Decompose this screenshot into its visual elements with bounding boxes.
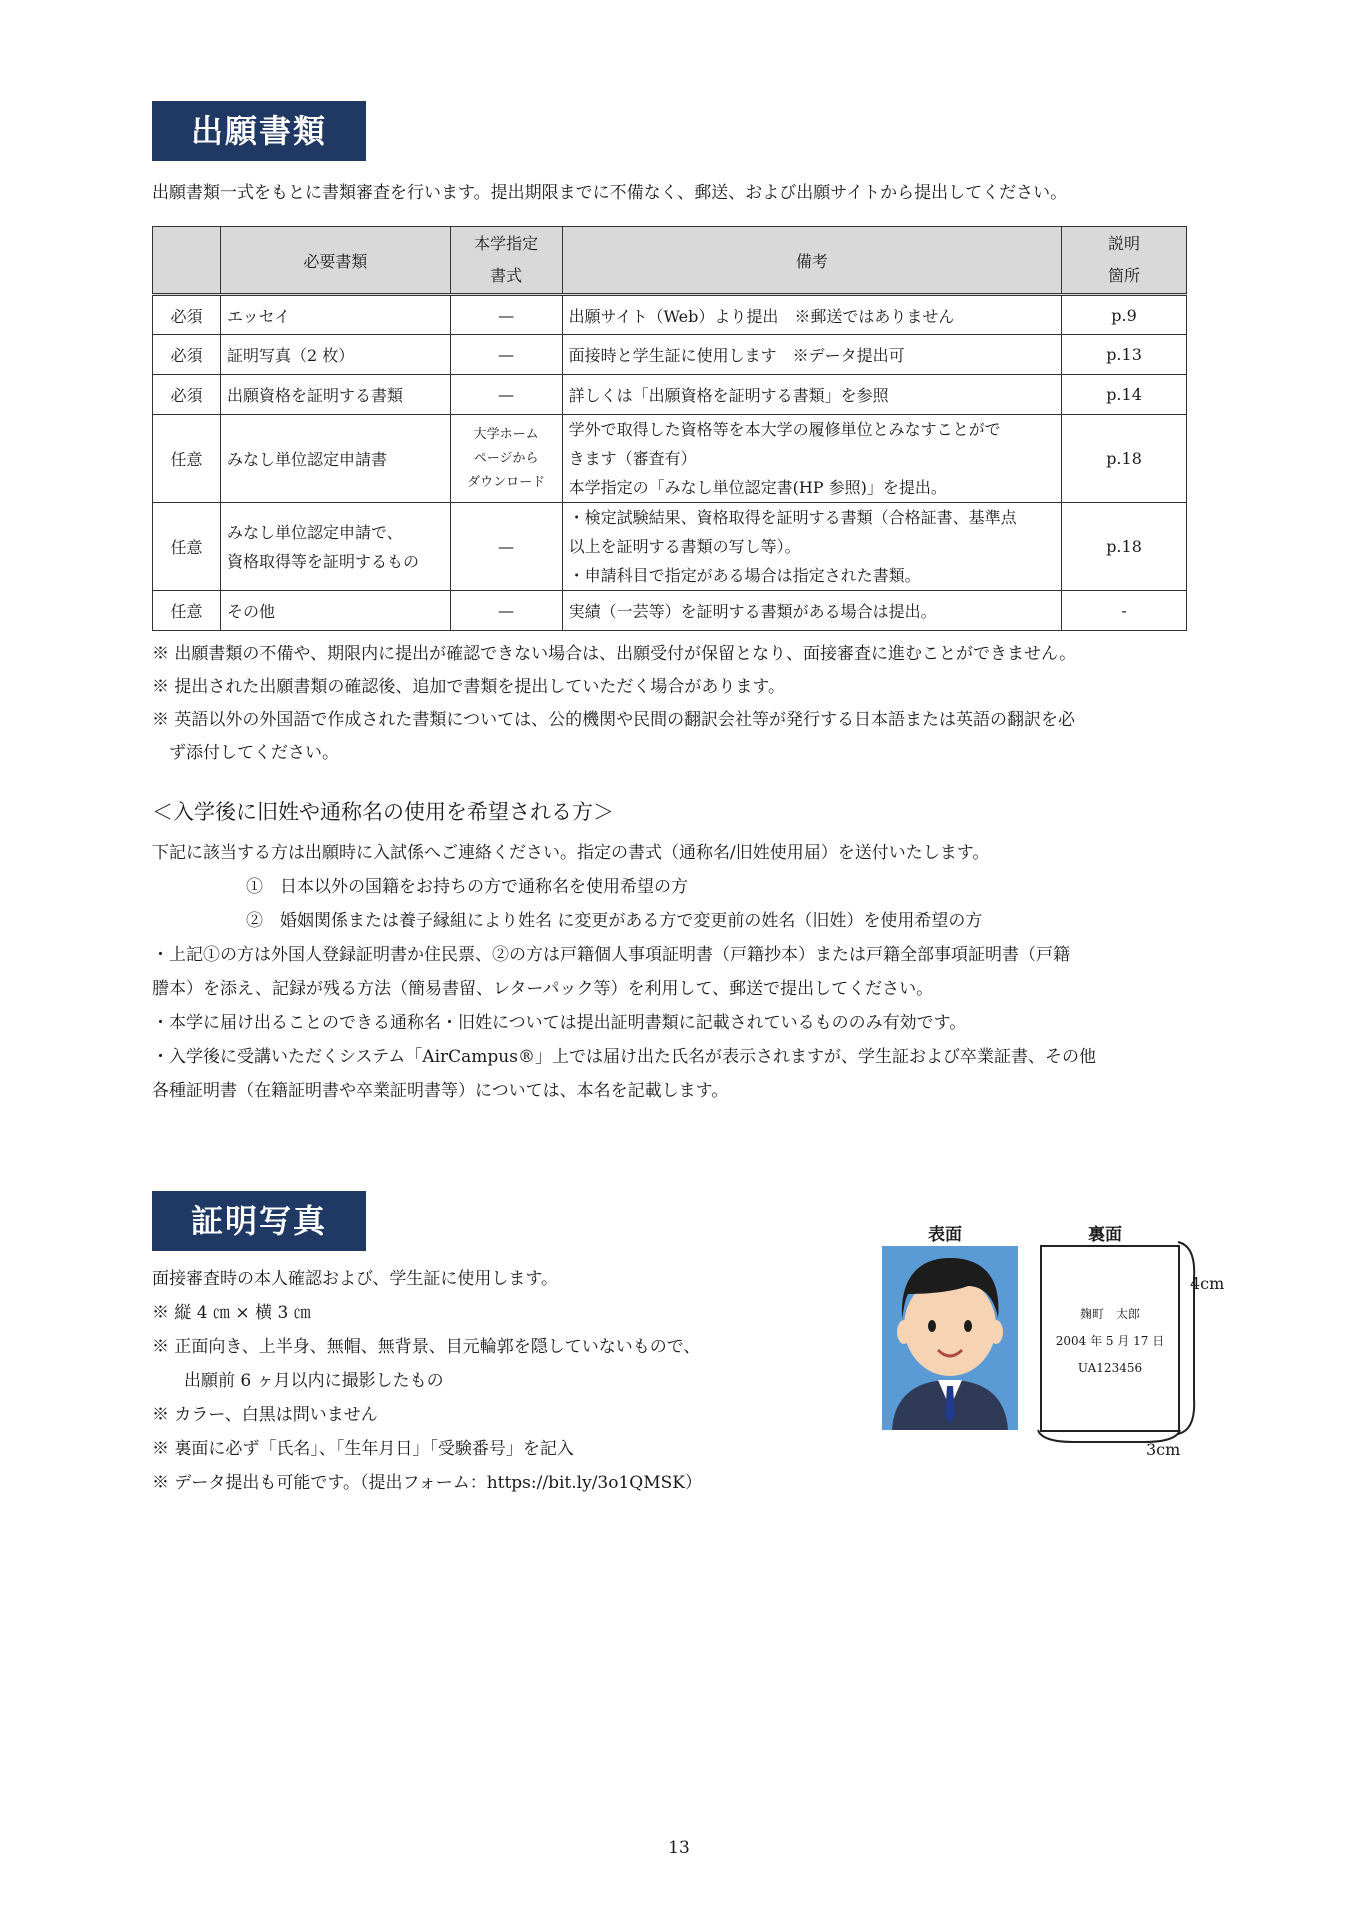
height-label: 4cm <box>1190 1274 1225 1293</box>
cell-remarks: 学外で取得した資格等を本大学の履修単位とみなすことがで きます（審査有） 本学指定の「みなし単位認定書(HP 参照)」を提出。 <box>562 415 1061 503</box>
cell-remarks: ・検定試験結果、資格取得を証明する書類（合格証書、基準点 以上を証明する書類の写し等）。 ・申請科目で指定がある場合は指定された書類。 <box>562 503 1061 591</box>
table-row <box>153 503 1187 591</box>
photo-requirement-line: ※ 正面向き、上半身、無帽、無背景、目元輪郭を隠していないもので、 <box>152 1337 701 1357</box>
section-intro: 出願書類一式をもとに書類審査を行います。提出期限までに不備なく、郵送、および出願サイトから提出してください。 <box>152 183 1068 203</box>
photo-requirement-line: ※ 縦 4 ㎝ × 横 3 ㎝ <box>152 1303 311 1323</box>
cell-document: エッセイ <box>220 295 450 335</box>
cell-document: 出願資格を証明する書類 <box>220 375 450 415</box>
cell-type: 必須 <box>153 335 221 375</box>
cell-remarks: 実績（一芸等）を証明する書類がある場合は提出。 <box>562 591 1061 631</box>
cell-type: 任意 <box>153 591 221 631</box>
card-name: 麹町 太郎 <box>1079 1307 1140 1321</box>
cell-document: みなし単位認定申請書 <box>220 415 450 503</box>
card-exam-number: UA123456 <box>1077 1361 1143 1375</box>
card-dob: 2004 年 5 月 17 日 <box>1055 1334 1165 1348</box>
cell-format: — <box>450 375 562 415</box>
notes-block <box>152 638 1076 770</box>
cell-format: — <box>450 335 562 375</box>
photo-requirement-line: ※ カラー、白黒は問いません <box>152 1405 378 1425</box>
photo-requirement-line: 出願前 6 ヶ月以内に撮影したもの <box>184 1371 444 1391</box>
cell-format: — <box>450 295 562 335</box>
cell-document: その他 <box>220 591 450 631</box>
documents-table <box>152 226 1187 631</box>
table-row <box>153 335 1187 375</box>
note-line: ※ 英語以外の外国語で作成された書類については、公的機関や民間の翻訳会社等が発行する日本語または英語の翻訳を必 <box>152 710 1076 730</box>
name-usage-line: ・本学に届け出ることのできる通称名・旧姓については提出証明書類に記載されているもののみ有効です。 <box>152 1013 967 1033</box>
cell-type: 必須 <box>153 295 221 335</box>
name-usage-line: ・入学後に受講いただくシステム「AirCampus®」上では届け出た氏名が表示されますが、学生証および卒業証書、その他 <box>152 1047 1096 1067</box>
cell-page: p.14 <box>1062 375 1187 415</box>
name-usage-line: 下記に該当する方は出願時に入試係へご連絡ください。指定の書式（通称名/旧姓使用届）を送付いたします。 <box>152 843 990 863</box>
table-row <box>153 591 1187 631</box>
header-required-docs: 必要書類 <box>220 227 450 295</box>
table-row <box>153 415 1187 503</box>
name-usage-heading: ＜入学後に旧姓や通称名の使用を希望される方＞ <box>152 800 614 824</box>
cell-page: p.13 <box>1062 335 1187 375</box>
cell-type: 任意 <box>153 415 221 503</box>
cell-document: みなし単位認定申請で、 資格取得等を証明するもの <box>220 503 450 591</box>
cell-format: — <box>450 591 562 631</box>
cell-document: 証明写真（2 枚） <box>220 335 450 375</box>
cell-page: p.9 <box>1062 295 1187 335</box>
table-header-row <box>153 227 1187 295</box>
page-number: 13 <box>668 1838 690 1858</box>
front-label: 表面 <box>928 1225 962 1245</box>
name-usage-list <box>152 836 1232 1108</box>
portrait-illustration <box>882 1246 1018 1430</box>
cell-page: - <box>1062 591 1187 631</box>
cell-format: — <box>450 503 562 591</box>
photo-requirements <box>152 1262 702 1500</box>
table-row <box>153 295 1187 335</box>
name-usage-line: ② 婚姻関係または養子縁組により姓名 に変更がある方で変更前の姓名（旧姓）を使用希望の方 <box>246 911 983 931</box>
name-usage-line: 謄本）を添え、記録が残る方法（簡易書留、レターパック等）を利用して、郵送で提出してください。 <box>152 979 934 999</box>
photo-requirement-line: ※ データ提出も可能です。（提出フォーム：https://bit.ly/3o1QMSK） <box>152 1473 702 1493</box>
cell-remarks: 詳しくは「出願資格を証明する書類」を参照 <box>562 375 1061 415</box>
photo-requirement-line: 面接審査時の本人確認および、学生証に使用します。 <box>152 1269 558 1289</box>
header-remarks: 備考 <box>562 227 1061 295</box>
note-line: ず添付してください。 <box>152 743 339 763</box>
name-usage-line: ・上記①の方は外国人登録証明書か住民票、②の方は戸籍個人事項証明書（戸籍抄本）または戸籍全部事項証明書（戸籍 <box>152 945 1070 965</box>
section-title-id-photo: 証明写真 <box>152 1191 366 1251</box>
name-usage-line: 各種証明書（在籍証明書や卒業証明書等）については、本名を記載します。 <box>152 1081 729 1101</box>
note-line: ※ 出願書類の不備や、期限内に提出が確認できない場合は、出願受付が保留となり、面接審査に進むことができません。 <box>152 644 1077 664</box>
left-eye <box>928 1320 936 1332</box>
cell-page: p.18 <box>1062 503 1187 591</box>
table-row <box>153 375 1187 415</box>
cell-remarks: 出願サイト（Web）より提出 ※郵送ではありません <box>562 295 1061 335</box>
header-page: 説明 箇所 <box>1062 227 1187 295</box>
cell-type: 任意 <box>153 503 221 591</box>
section-title-application-documents: 出願書類 <box>152 101 366 161</box>
photo-back-card <box>1040 1245 1180 1432</box>
photo-requirement-line: ※ 裏面に必ず「氏名」、「生年月日」「受験番号」を記入 <box>152 1439 574 1459</box>
width-label: 3cm <box>1146 1440 1181 1459</box>
header-format: 本学指定 書式 <box>450 227 562 295</box>
back-label: 裏面 <box>1088 1225 1122 1245</box>
height-bracket <box>1176 1238 1200 1438</box>
cell-page: p.18 <box>1062 415 1187 503</box>
name-usage-line: ① 日本以外の国籍をお持ちの方で通称名を使用希望の方 <box>246 877 688 897</box>
right-eye <box>964 1320 972 1332</box>
cell-type: 必須 <box>153 375 221 415</box>
cell-remarks: 面接時と学生証に使用します ※データ提出可 <box>562 335 1061 375</box>
note-line: ※ 提出された出願書類の確認後、追加で書類を提出していただく場合があります。 <box>152 677 786 697</box>
header-type <box>153 227 221 295</box>
cell-format: 大学ホーム ページから ダウンロード <box>450 415 562 503</box>
